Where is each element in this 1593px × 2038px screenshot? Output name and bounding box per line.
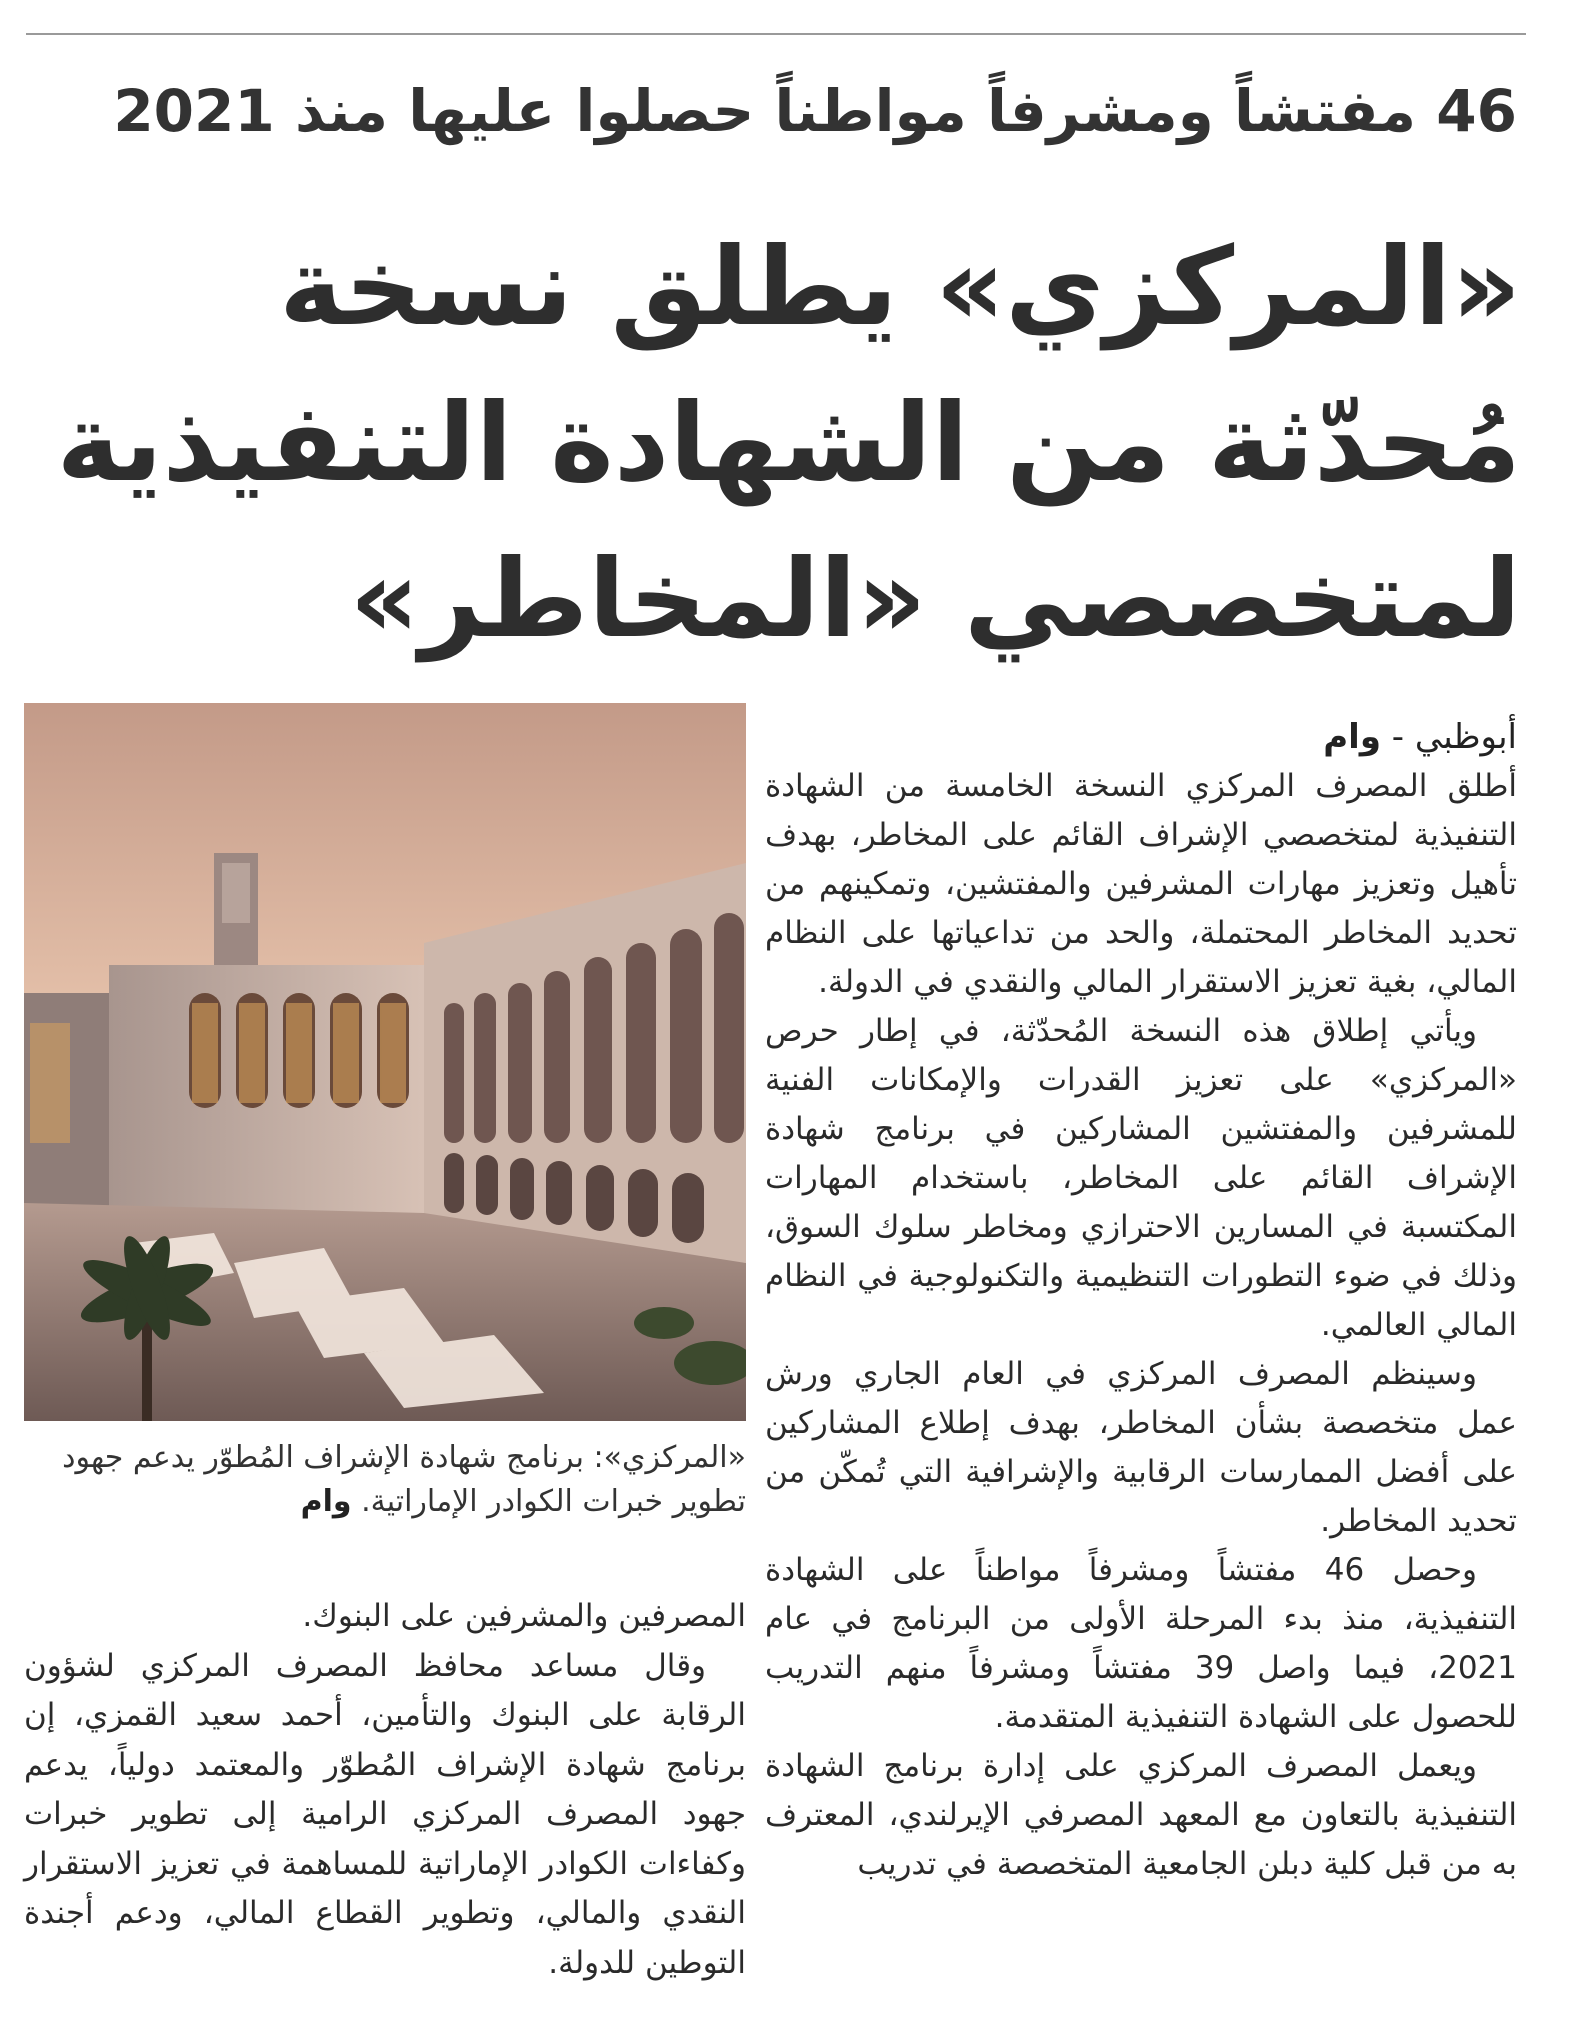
paragraph: المصرفين والمشرفين على البنوك. [302,1598,746,1634]
dateline [765,712,1517,762]
dateline-agency: وام [1323,717,1381,757]
caption-text: «المركزي»: برنامج شهادة الإشراف المُطوّر يدعم جهود تطوير خبرات الكوادر الإماراتية. [62,1440,746,1519]
caption-credit: وام [300,1484,352,1519]
kicker-headline: 46 مفتشاً ومشرفاً مواطناً حصلوا عليها منذ 2021 [113,77,1517,145]
paragraph: ويأتي إطلاق هذه النسخة المُحدّثة، في إطار حرص «المركزي» على تعزيز القدرات والإمكانات الفنية للمشرفين والمفتشين المشاركين في برنامج شهادة الإشراف القائم على المخاطر، باستخدام المهارات المكتسبة في المسارين الاحترازي ومخاطر سلوك السوق، وذلك في ضوء التطورات التنظيمية والتكنولوجية في النظام المالي العالمي. [765,1013,1517,1343]
headline-line-3: لمتخصصي «المخاطر» [349,537,1521,662]
central-bank-building-photo [24,703,746,1421]
paragraph: وقال مساعد محافظ المصرف المركزي لشؤون الرقابة على البنوك والتأمين، أحمد سعيد القمزي، إن برنامج شهادة الإشراف المُطوّر والمعتمد دولياً، يدعم جهود المصرف المركزي الرامية إلى تطوير خبرات وكفاءات الكوادر الإماراتية للمساهمة في تعزيز الاستقرار النقدي والمالي، وتطوير القطاع المالي، ودعم أجندة التوطين للدولة. [24,1647,746,1981]
headline-line-1: «المركزي» يطلق نسخة [279,225,1521,350]
dateline-separator: - [1380,717,1415,757]
article-column-right [765,712,1517,1889]
paragraph: وسينظم المصرف المركزي في العام الجاري ورش عمل متخصصة بشأن المخاطر، بهدف إطلاع المشاركين على أفضل الممارسات الرقابية والإشرافية التي تُمكّن من تحديد المخاطر. [765,1356,1517,1539]
paragraph: وحصل 46 مفتشاً ومشرفاً مواطناً على الشهادة التنفيذية، منذ بدء المرحلة الأولى من البرنامج في عام 2021، فيما واصل 39 مفتشاً ومشرفاً منهم التدريب للحصول على الشهادة التنفيذية المتقدمة. [765,1552,1517,1735]
headline-line-2: مُحدّثة من الشهادة التنفيذية [56,381,1521,506]
paragraph: أطلق المصرف المركزي النسخة الخامسة من الشهادة التنفيذية لمتخصصي الإشراف القائم على المخاطر، بهدف تأهيل وتعزيز مهارات المشرفين والمفتشين، وتمكينهم من تحديد المخاطر المحتملة، والحد من تداعياتها على النظام المالي، بغية تعزيز الاستقرار المالي والنقدي في الدولة. [765,768,1517,1000]
main-headline [56,210,1521,678]
paragraph: ويعمل المصرف المركزي على إدارة برنامج الشهادة التنفيذية بالتعاون مع المعهد المصرفي الإيرلندي، المعترف به من قبل كلية دبلن الجامعية المتخصصة في تدريب [765,1748,1517,1882]
photo-caption [24,1436,746,1524]
article-column-left [24,1592,746,1988]
top-rule [26,33,1526,35]
dateline-place: أبوظبي [1414,717,1517,757]
